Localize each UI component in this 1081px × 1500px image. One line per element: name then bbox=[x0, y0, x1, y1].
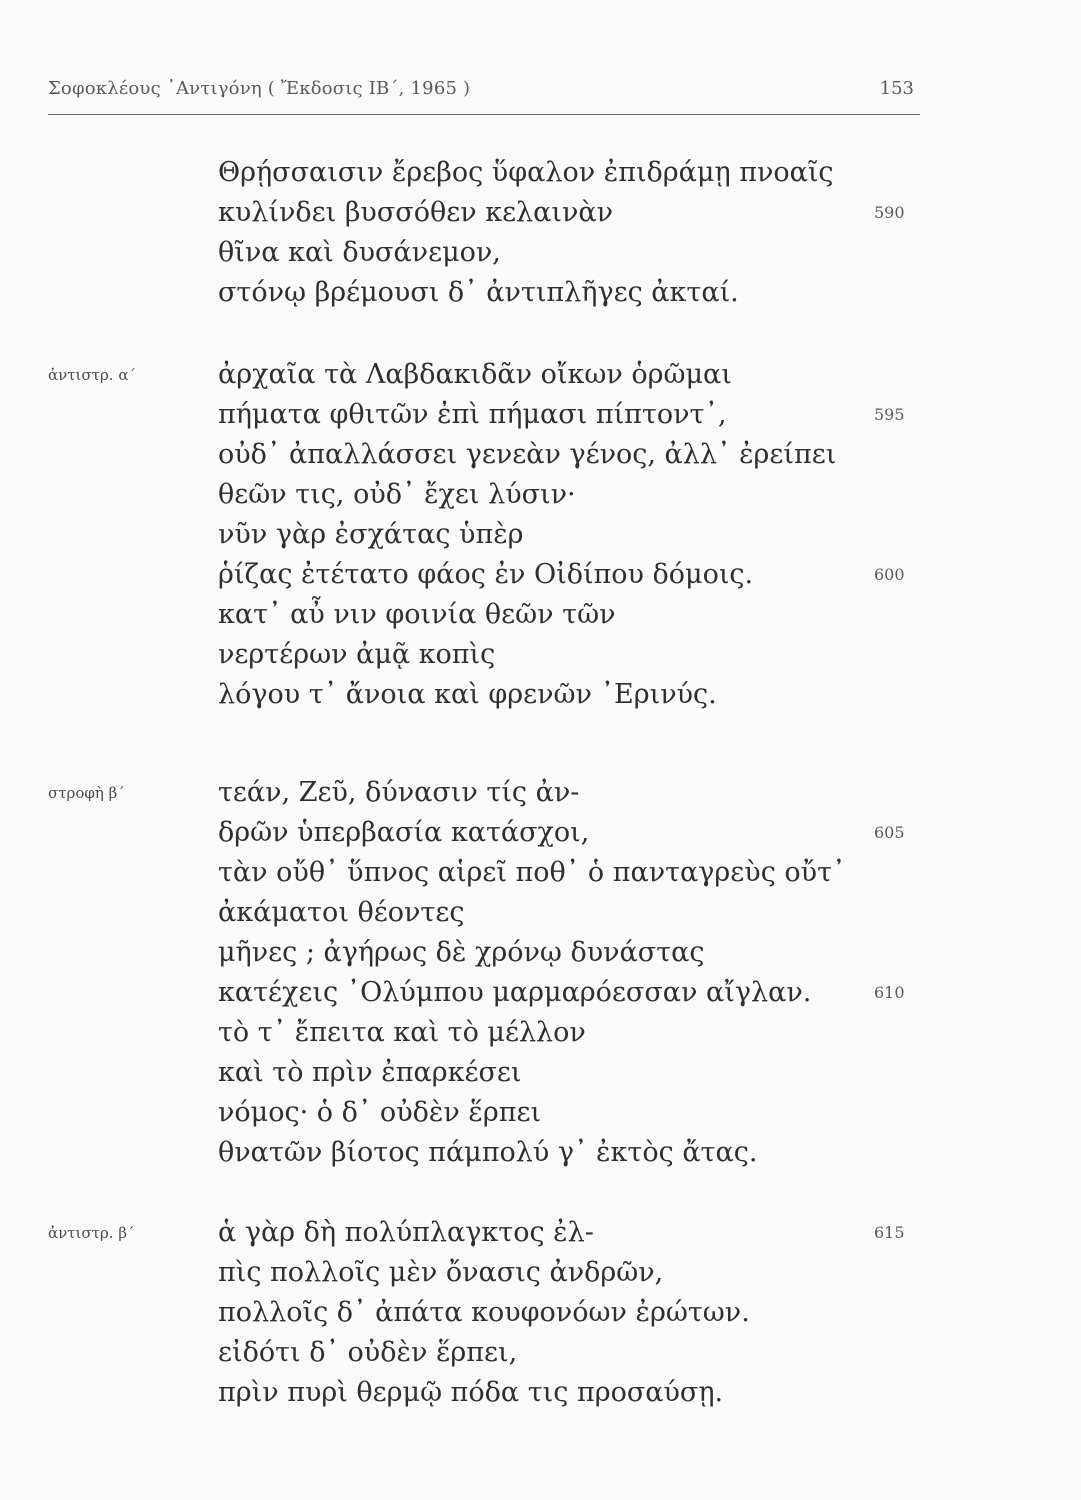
stanza-lines bbox=[218, 1213, 918, 1413]
verse-text: θεῶν τις, οὐδ᾿ ἔχει λύσιν· bbox=[218, 479, 576, 510]
stanza-lines bbox=[218, 153, 918, 313]
stanza-label: στροφὴ β΄ bbox=[48, 784, 125, 802]
verse-text: στόνῳ βρέμουσι δ᾿ ἀντιπλῆγες ἀκταί. bbox=[218, 277, 739, 308]
verse-line bbox=[218, 973, 918, 1013]
line-number: 615 bbox=[874, 1223, 905, 1242]
stanza-lines bbox=[218, 355, 918, 715]
running-header bbox=[48, 78, 920, 118]
verse-line bbox=[218, 1253, 918, 1293]
verse-line bbox=[218, 355, 918, 395]
line-number: 610 bbox=[874, 983, 905, 1002]
header-rule bbox=[48, 114, 920, 115]
verse-text: ῥίζας ἐτέτατο φάος ἐν Οἰδίπου δόμοις. bbox=[218, 559, 754, 590]
verse-text: οὐδ᾿ ἀπαλλάσσει γενεὰν γένος, ἀλλ᾿ ἐρείπει bbox=[218, 439, 837, 470]
line-number: 590 bbox=[874, 203, 905, 222]
verse-text: νῦν γὰρ ἐσχάτας ὑπὲρ bbox=[218, 519, 524, 550]
verse-text: τεάν, Ζεῦ, δύνασιν τίς ἀν- bbox=[218, 777, 580, 808]
verse-text: τὸ τ᾿ ἔπειτα καὶ τὸ μέλλον bbox=[218, 1017, 586, 1048]
verse-line bbox=[218, 153, 918, 193]
verse-text: πήματα φθιτῶν ἐπὶ πήμασι πίπτοντ᾿, bbox=[218, 399, 727, 430]
verse-line bbox=[218, 1293, 918, 1333]
running-title: Σοφοκλέους ᾿Αντιγόνη ( Ἔκδοσις ΙΒ΄, 1965 ) bbox=[48, 78, 471, 99]
verse-text: νερτέρων ἀμᾷ κοπὶς bbox=[218, 639, 496, 670]
verse-line bbox=[218, 273, 918, 313]
stanza-lines bbox=[218, 773, 918, 1173]
verse-text: ἁ γὰρ δὴ πολύπλαγκτος ἐλ- bbox=[218, 1217, 594, 1248]
verse-line bbox=[218, 933, 918, 973]
verse-line bbox=[218, 555, 918, 595]
verse-text: πὶς πολλοῖς μὲν ὄνασις ἀνδρῶν, bbox=[218, 1257, 664, 1288]
verse-line bbox=[218, 773, 918, 813]
verse-line bbox=[218, 1133, 918, 1173]
verse-line bbox=[218, 435, 918, 475]
verse-line bbox=[218, 1373, 918, 1413]
verse-text: κατ᾿ αὖ νιν φοινία θεῶν τῶν bbox=[218, 599, 616, 630]
verse-line bbox=[218, 893, 918, 933]
stanza-label: ἀντιστρ. α΄ bbox=[48, 366, 136, 384]
page-number: 153 bbox=[879, 78, 914, 99]
verse-text: κατέχεις ᾿Ολύμπου μαρμαρόεσσαν αἴγλαν. bbox=[218, 977, 812, 1008]
verse-line bbox=[218, 233, 918, 273]
verse-line bbox=[218, 1053, 918, 1093]
verse-text: λόγου τ᾿ ἄνοια καὶ φρενῶν ᾿Ερινύς. bbox=[218, 679, 717, 710]
verse-text: τὰν οὔθ᾿ ὕπνος αἱρεῖ ποθ᾿ ὁ πανταγρεὺς οὔτ᾿ bbox=[218, 857, 846, 888]
verse-text: πρὶν πυρὶ θερμῷ πόδα τις προσαύσῃ. bbox=[218, 1377, 724, 1408]
verse-line bbox=[218, 1213, 918, 1253]
verse-text: ἀρχαῖα τὰ Λαβδακιδᾶν οἴκων ὁρῶμαι bbox=[218, 359, 732, 390]
line-number: 595 bbox=[874, 405, 905, 424]
verse-text: κυλίνδει βυσσόθεν κελαινὰν bbox=[218, 197, 614, 228]
verse-text: εἰδότι δ᾿ οὐδὲν ἕρπει, bbox=[218, 1337, 518, 1368]
verse-line bbox=[218, 853, 918, 893]
verse-line bbox=[218, 193, 918, 233]
verse-line bbox=[218, 1013, 918, 1053]
verse-line bbox=[218, 635, 918, 675]
verse-text: Θρῄσσαισιν ἔρεβος ὕφαλον ἐπιδράμῃ πνοαῖς bbox=[218, 157, 834, 188]
verse-text: πολλοῖς δ᾿ ἀπάτα κουφονόων ἐρώτων. bbox=[218, 1297, 750, 1328]
verse-text: θῖνα καὶ δυσάνεμον, bbox=[218, 237, 501, 268]
verse-line bbox=[218, 595, 918, 635]
verse-text: καὶ τὸ πρὶν ἐπαρκέσει bbox=[218, 1057, 522, 1088]
verse-text: ἀκάματοι θέοντες bbox=[218, 897, 465, 928]
verse-line bbox=[218, 515, 918, 555]
line-number: 605 bbox=[874, 823, 905, 842]
verse-text: δρῶν ὑπερβασία κατάσχοι, bbox=[218, 817, 590, 848]
verse-text: νόμος· ὁ δ᾿ οὐδὲν ἕρπει bbox=[218, 1097, 542, 1128]
verse-text: μῆνες ; ἀγήρως δὲ χρόνῳ δυνάστας bbox=[218, 937, 705, 968]
verse-text: θνατῶν βίοτος πάμπολύ γ᾿ ἐκτὸς ἄτας. bbox=[218, 1137, 758, 1168]
verse-line bbox=[218, 395, 918, 435]
verse-line bbox=[218, 813, 918, 853]
verse-line bbox=[218, 1093, 918, 1133]
verse-line bbox=[218, 475, 918, 515]
verse-line bbox=[218, 1333, 918, 1373]
line-number: 600 bbox=[874, 565, 905, 584]
stanza-label: ἀντιστρ. β΄ bbox=[48, 1224, 135, 1242]
verse-line bbox=[218, 675, 918, 715]
